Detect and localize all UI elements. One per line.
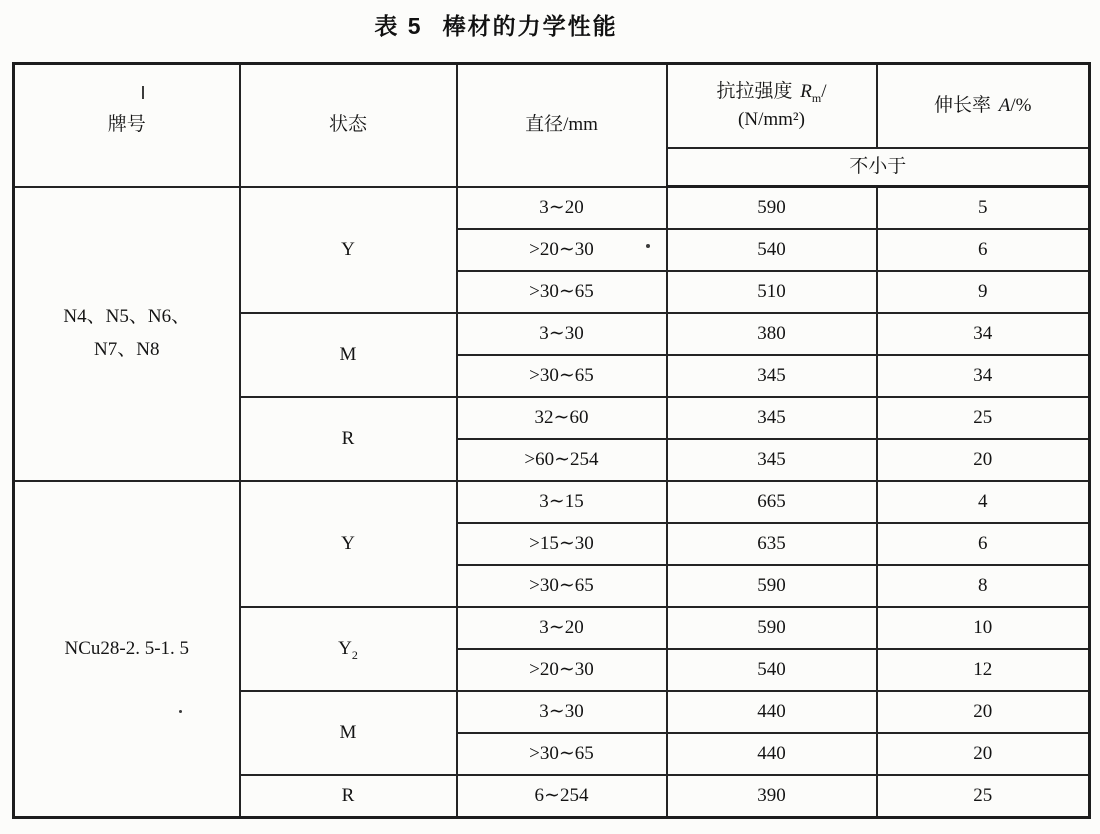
strength-cell: 510 bbox=[667, 271, 877, 313]
elongation-cell: 12 bbox=[877, 649, 1090, 691]
state-label: Y bbox=[341, 238, 355, 260]
elongation-cell: 10 bbox=[877, 607, 1090, 649]
diameter-cell: >30∼65 bbox=[457, 355, 667, 397]
elongation-label: 伸长率 bbox=[934, 95, 996, 117]
scan-artifact-dot bbox=[179, 710, 182, 713]
elongation-cell: 6 bbox=[877, 229, 1090, 271]
strength-cell: 390 bbox=[667, 775, 877, 818]
elongation-cell: 5 bbox=[877, 187, 1090, 230]
diameter-cell: >30∼65 bbox=[457, 271, 667, 313]
strength-cell: 590 bbox=[667, 565, 877, 607]
state-cell bbox=[240, 397, 457, 481]
elongation-cell: 6 bbox=[877, 523, 1090, 565]
elongation-cell: 34 bbox=[877, 313, 1090, 355]
state-label: R bbox=[341, 428, 355, 450]
state-label: R bbox=[341, 785, 355, 807]
state-cell bbox=[240, 313, 457, 397]
scan-artifact-dot bbox=[646, 244, 650, 248]
diameter-cell: 6∼254 bbox=[457, 775, 667, 818]
strength-cell: 345 bbox=[667, 397, 877, 439]
elongation-cell: 20 bbox=[877, 691, 1090, 733]
state-cell bbox=[240, 691, 457, 775]
tensile-label: 抗拉强度 bbox=[716, 81, 798, 103]
col-header-elongation bbox=[877, 64, 1090, 149]
state-cell bbox=[240, 187, 457, 314]
diameter-cell: 3∼20 bbox=[457, 607, 667, 649]
diameter-cell: >30∼65 bbox=[457, 565, 667, 607]
elongation-cell: 20 bbox=[877, 439, 1090, 481]
grade-cell bbox=[14, 187, 240, 482]
tensile-unit: (N/mm²) bbox=[738, 109, 805, 130]
diameter-cell: 3∼20 bbox=[457, 187, 667, 230]
strength-cell: 440 bbox=[667, 691, 877, 733]
strength-cell: 540 bbox=[667, 229, 877, 271]
strength-cell: 635 bbox=[667, 523, 877, 565]
state-cell bbox=[240, 607, 457, 691]
diameter-cell: >30∼65 bbox=[457, 733, 667, 775]
mechanical-properties-table bbox=[12, 62, 1091, 819]
strength-cell: 380 bbox=[667, 313, 877, 355]
strength-cell: 345 bbox=[667, 439, 877, 481]
col-header-diameter: 直径/mm bbox=[457, 64, 667, 187]
grade-cell bbox=[14, 481, 240, 818]
grade-line: N4、N5、N6、 bbox=[63, 306, 191, 328]
elongation-symbol: A bbox=[998, 95, 1011, 117]
state-cell bbox=[240, 775, 457, 818]
strength-cell: 345 bbox=[667, 355, 877, 397]
strength-cell: 440 bbox=[667, 733, 877, 775]
table-number: 表 5 bbox=[374, 13, 423, 39]
col-header-state: 状态 bbox=[240, 64, 457, 187]
elongation-cell: 4 bbox=[877, 481, 1090, 523]
tensile-symbol: R bbox=[800, 81, 812, 103]
strength-cell: 590 bbox=[667, 187, 877, 230]
strength-cell: 665 bbox=[667, 481, 877, 523]
scan-artifact-tick bbox=[142, 86, 144, 99]
table-title bbox=[0, 8, 992, 41]
strength-cell: 540 bbox=[667, 649, 877, 691]
diameter-cell: >20∼30 bbox=[457, 649, 667, 691]
elongation-cell: 20 bbox=[877, 733, 1090, 775]
col-header-tensile bbox=[667, 64, 877, 149]
strength-cell: 590 bbox=[667, 607, 877, 649]
elongation-cell: 34 bbox=[877, 355, 1090, 397]
diameter-cell: 3∼30 bbox=[457, 313, 667, 355]
state-label: Y bbox=[338, 638, 352, 660]
state-sub: 2 bbox=[351, 648, 358, 663]
diameter-cell: >60∼254 bbox=[457, 439, 667, 481]
state-label: M bbox=[339, 722, 357, 744]
diameter-cell: >15∼30 bbox=[457, 523, 667, 565]
state-label: Y bbox=[341, 533, 355, 555]
grade-line: N7、N8 bbox=[94, 338, 160, 360]
diameter-cell: >20∼30 bbox=[457, 229, 667, 271]
grade-line: NCu28-2. 5-1. 5 bbox=[64, 637, 190, 659]
col-header-grade: 牌号 bbox=[14, 64, 240, 187]
state-cell bbox=[240, 481, 457, 607]
diameter-cell: 3∼30 bbox=[457, 691, 667, 733]
state-label: M bbox=[339, 344, 357, 366]
elongation-cell: 25 bbox=[877, 775, 1090, 818]
elongation-cell: 8 bbox=[877, 565, 1090, 607]
elongation-cell: 9 bbox=[877, 271, 1090, 313]
elongation-cell: 25 bbox=[877, 397, 1090, 439]
tensile-symbol-sub: m bbox=[811, 91, 822, 106]
tensile-suffix: / bbox=[821, 81, 827, 103]
diameter-cell: 3∼15 bbox=[457, 481, 667, 523]
diameter-cell: 32∼60 bbox=[457, 397, 667, 439]
elongation-suffix: /% bbox=[1010, 95, 1032, 117]
table-title-text: 棒材的力学性能 bbox=[442, 13, 618, 39]
subheader-not-less-than: 不小于 bbox=[667, 148, 1090, 187]
